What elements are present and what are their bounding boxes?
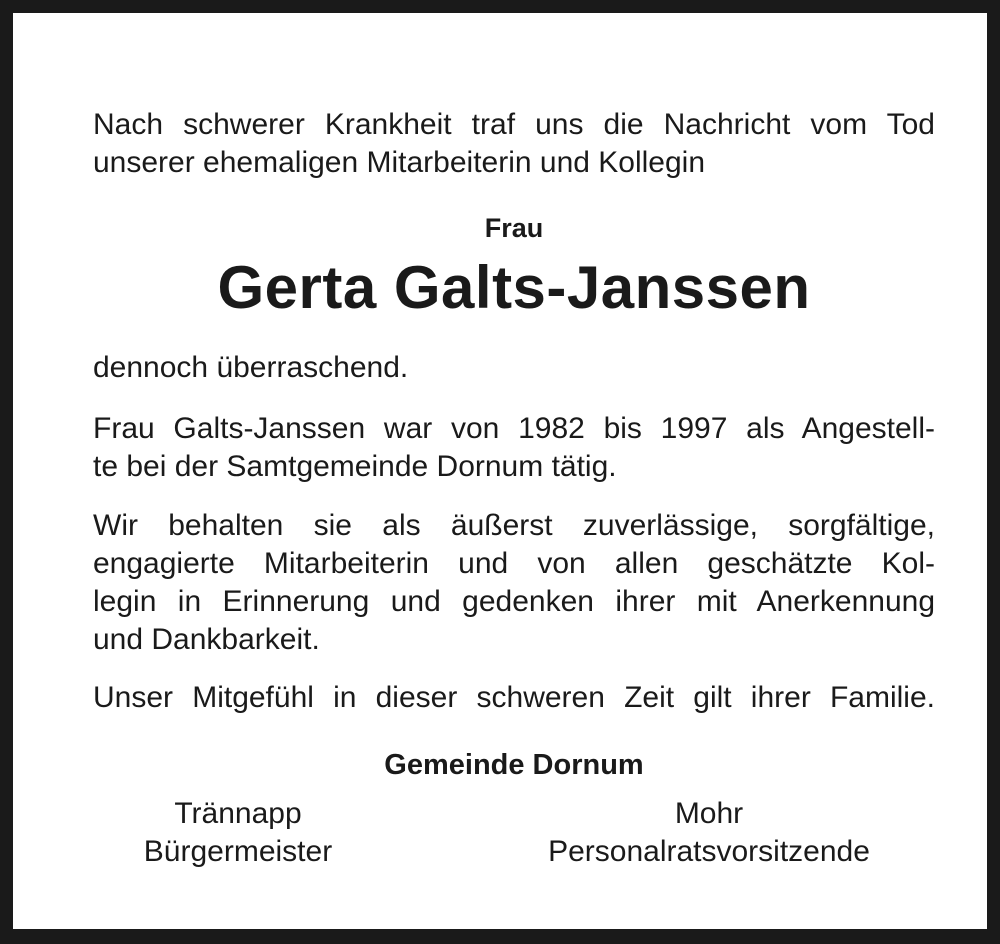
signatory-left-name: Trännapp [174, 797, 302, 830]
signing-organization: Gemeinde Dornum [384, 749, 644, 781]
signatory-right [509, 795, 909, 871]
paragraph-3-line-4: und Dankbarkeit. [93, 623, 320, 656]
paragraph-3-line-3: legin in Erinnerung und gedenken ihrer mit Anerkennung [93, 585, 935, 618]
intro-line-1: Nach schwerer Krankheit traf uns die Nachricht vom Tod [93, 108, 935, 141]
signatory-left-title: Bürgermeister [143, 835, 333, 868]
paragraph-3-line-2: engagierte Mitarbeiterin und von allen geschätzte Kol- [93, 547, 935, 580]
paragraph-2-line-2: te bei der Samtgemeinde Dornum tätig. [93, 450, 617, 483]
signatory-left [101, 795, 375, 871]
paragraph-1-line-1: dennoch überraschend. [93, 351, 409, 384]
paragraph-2-line-1: Frau Galts-Janssen war von 1982 bis 1997 als Angestell- [93, 412, 935, 445]
intro-line-2: unserer ehemaligen Mitarbeiterin und Kollegin [93, 146, 706, 179]
salutation: Frau [484, 213, 544, 243]
paragraph-3-line-1: Wir behalten sie als äußerst zuverlässige, sorgfältige, [93, 509, 935, 542]
paragraph-4-line-1: Unser Mitgefühl in dieser schweren Zeit gilt ihrer Familie. [93, 681, 935, 714]
signatory-right-name: Mohr [674, 797, 744, 830]
signatory-right-title: Personalratsvorsitzende [548, 835, 870, 868]
deceased-name: Gerta Galts-Janssen [217, 254, 811, 321]
